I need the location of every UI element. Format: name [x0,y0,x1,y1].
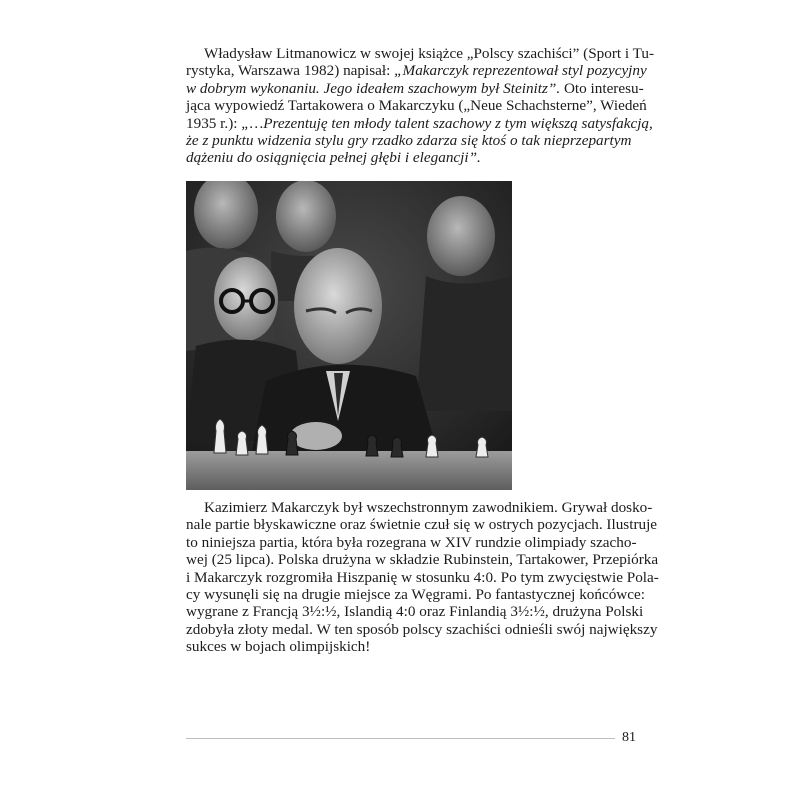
paragraph-line: sukces w bojach olimpijskich! [186,638,371,656]
italic-quote-text: „…Prezentuję ten młody talent szachowy z tym większą satysfakcją, [241,114,653,132]
body-text: Władysław Litmanowicz w swojej książce „Polscy szachiści” (Sport i Tu- [204,45,655,62]
paragraph-line [186,114,653,132]
spectator-with-glasses [214,257,278,341]
paragraph-line [186,149,512,166]
paragraph-line: zdobyła złoty medal. W ten sposób polscy szachiści odnieśli swój największy [186,620,658,638]
paragraph-line [186,45,655,62]
italic-quote-text: w dobrym wykonaniu. Jego ideałem szachowym był Steinitz”. [186,79,561,97]
paragraph-line: wygrane z Francją 3½:½, Islandią 4:0 oraz Finlandią 3½:½, drużyna Polski [186,603,644,621]
paragraph-line [186,79,644,97]
italic-quote-text: dążeniu do osiągnięcia pełnej głębi i elegancji”. [186,149,481,167]
italic-quote-text: że z punktu widzenia stylu gry rzadko zdarza się ktoś o tak nieprzepartym [186,132,632,150]
body-text: Oto interesu- [560,79,644,97]
body-text: jąca wypowiedź Tartakowera o Makarczyku („Neue Schachsterne”, Wiedeń [186,97,647,115]
paragraph-line [186,97,647,115]
paragraph-line: nale partie błyskawiczne oraz świetnie czuł się w ostrych pozycjach. Ilustruje [186,516,658,534]
page-number: 81 [622,730,636,745]
paragraph-line: i Makarczyk rozgromiła Hiszpanię w stosunku 4:0. Po tym zwycięstwie Pola- [186,568,659,586]
paragraph-line: Kazimierz Makarczyk był wszechstronnym zawodnikiem. Grywał dosko- [204,499,653,516]
body-text: 1935 r.): [186,114,242,132]
paragraph-line [186,132,632,150]
body-paragraph [186,499,659,656]
spectator-face [276,181,336,252]
spectator-face [427,196,495,276]
chess-players-photo [186,181,512,490]
body-text: rystyka, Warszawa 1982) napisał: [186,62,395,80]
central-player [294,248,382,364]
paragraph-line: cy wysunęli się na drugie miejsce za Węgrami. Po fantastycznej końcówce: [186,586,645,604]
footer-rule [186,738,615,739]
paragraph-line: to niniejsza partia, która była rozegrana w XIV rundzie olimpiady szacho- [186,533,637,551]
paragraph-line: wej (25 lipca). Polska drużyna w składzie Rubinstein, Tartakower, Przepiórka [186,551,659,569]
intro-paragraph [186,45,655,167]
paragraph-line [186,62,647,80]
italic-quote-text: „Makarczyk reprezentował styl pozycyjny [394,62,647,80]
photo-image [186,181,512,490]
